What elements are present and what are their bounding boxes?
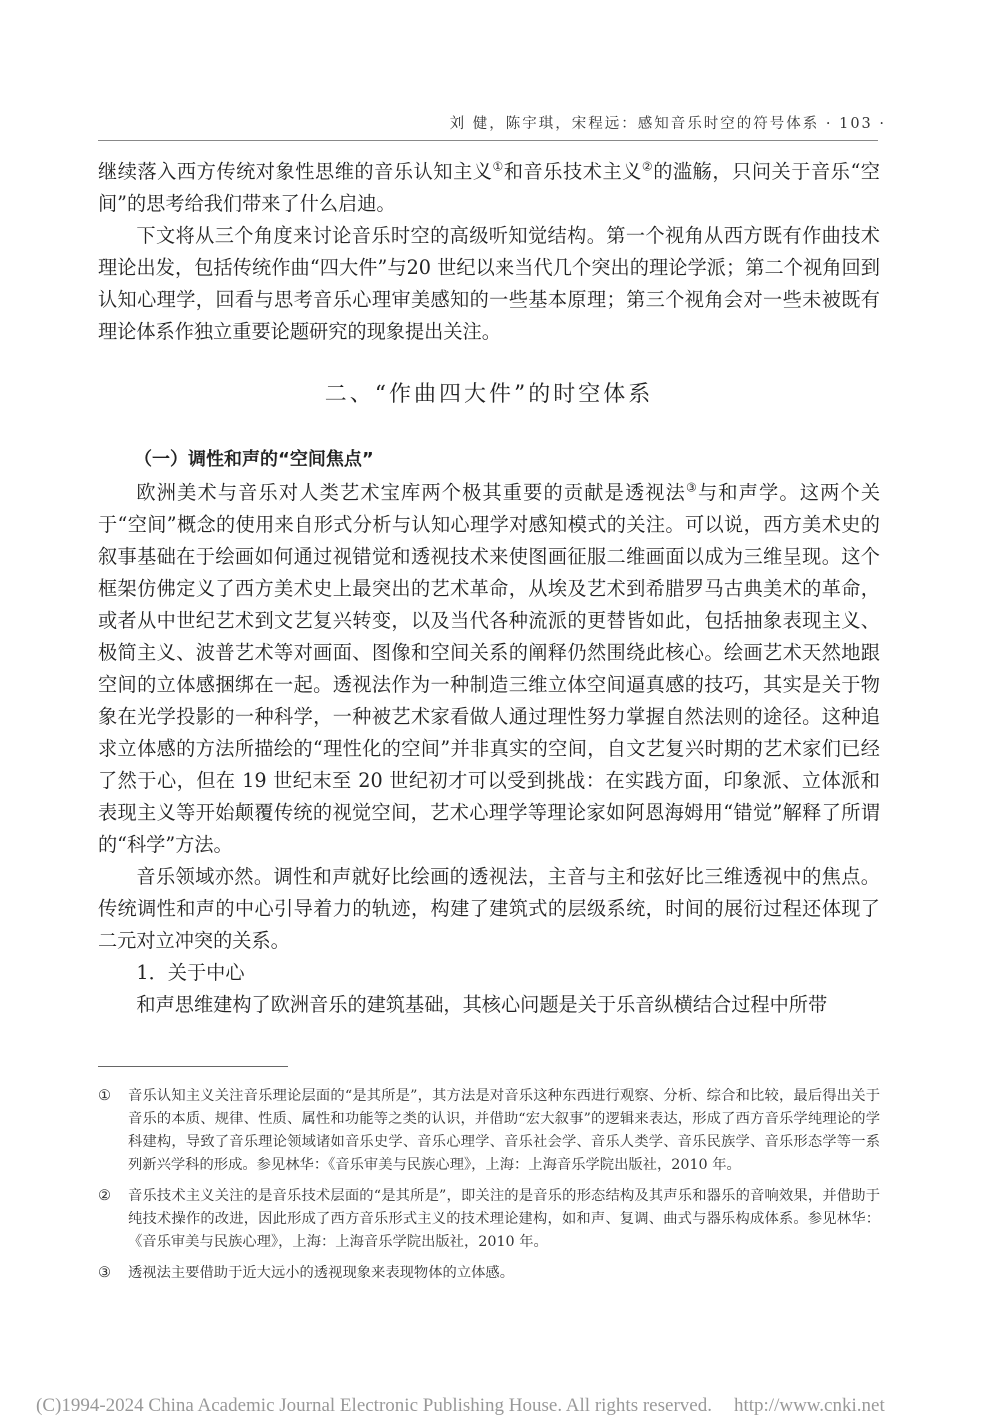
footnote-3 [98,1262,880,1285]
footnote-mark: ① [98,1088,111,1104]
section-title: 二、“作曲四大件”的时空体系 [324,382,654,407]
text-run: 欧洲美术与音乐对人类艺术宝库两个极其重要的贡献是透视法 [136,481,687,504]
text-run: 和音乐技术主义 [503,160,642,183]
running-head: 刘 健，陈宇琪，宋程远：感知音乐时空的符号体系 · 103 · [449,116,886,132]
body-paragraph-music: 音乐领域亦然。调性和声就好比绘画的透视法，主音与主和弦好比三维透视中的焦点。传统调性和声的中心引导着力的轨迹，构建了建筑式的层级系统，时间的展衍过程还体现了二元对立冲突的关系。 [98,865,880,952]
footnote-mark: ② [98,1188,111,1204]
footnote-1 [98,1085,880,1177]
footnote-text: 透视法主要借助于近大远小的透视现象来表现物体的立体感。 [128,1265,515,1281]
body-paragraph-harmony: 和声思维建构了欧洲音乐的建筑基础，其核心问题是关于乐音纵横结合过程中所带 [136,993,828,1016]
text-run: 的滥觞，只问关于音乐“空间”的思考给我们带来了什么启迪。 [98,160,880,215]
article-body [98,156,880,1021]
list-item-heading: 1．关于中心 [136,961,245,984]
footnote-text: 音乐认知主义关注音乐理论层面的“是其所是”，其方法是对音乐这种东西进行观察、分析、综合和比较，最后得出关于音乐的本质、规律、性质、属性和功能等之类的认识，并借助“宏大叙事”的逻辑来表达，形成了西方音乐学纯理论的学科建构，导致了音乐理论领域诸如音乐史学、音乐心理学、音乐社会学、音乐人类学、音乐民族学、音乐形态学等一系列新兴学科的形成。参见林华：《音乐审美与民族心理》，上海：上海音乐学院出版社，2010 年。 [128,1088,880,1173]
footnotes [98,1085,880,1293]
footnote-ref-1[interactable]: ① [492,159,504,174]
text-run: 与和声学。这两个关于“空间”概念的使用来自形式分析与认知心理学对感知模式的关注。可以说，西方美术史的叙事基础在于绘画如何通过视错觉和透视技术来使图画征服二维画面以成为三维呈现。这个框架仿佛定义了西方美术史上最突出的艺术革命，从埃及艺术到希腊罗马古典美术的革命，或者从中世纪艺术到文艺复兴转变，以及当代各种流派的更替皆如此，包括抽象表现主义、极简主义、波普艺术等对画面、图像和空间关系的阐释仍然围绕此核心。绘画艺术天然地跟空间的立体感捆绑在一起。透视法作为一种制造三维立体空间逼真感的技巧，其实是关于物象在光学投影的一种科学，一种被艺术家看做人通过理性努力掌握自然法则的途径。这种追求立体感的方法所描绘的“理性化的空间”并非真实的空间，自文艺复兴时期的艺术家们已经了然于心，但在 19 世纪末至 20 世纪初才可以受到挑战：在实践方面，印象派、立体派和表现主义等开始颠覆传统的视觉空间，艺术心理学等理论家如阿恩海姆用“错觉”解释了所谓的“科学”方法。 [98,481,881,856]
cnki-url[interactable]: http://www.cnki.net [733,1395,885,1416]
body-paragraph-perspective [98,477,880,861]
intro-paragraph-1 [98,156,880,220]
footnote-2 [98,1185,880,1254]
copyright-watermark [36,1395,966,1417]
footnote-ref-2[interactable]: ② [641,159,654,174]
text-run: 继续落入西方传统对象性思维的音乐认知主义 [98,160,493,183]
footnote-ref-3[interactable]: ③ [686,480,698,495]
footnote-rule [98,1066,288,1067]
subsection-title: （一）调性和声的“空间焦点” [134,449,374,470]
copyright-text: (C)1994-2024 China Academic Journal Electronic Publishing House. All rights reserved. [36,1395,712,1416]
header-rule [98,140,878,141]
footnote-mark: ③ [98,1265,111,1281]
intro-paragraph-2: 下文将从三个角度来讨论音乐时空的高级听知觉结构。第一个视角从西方既有作曲技术理论出发，包括传统作曲“四大件”与20 世纪以来当代几个突出的理论学派；第二个视角回到认知心理学，回看与思考音乐心理审美感知的一些基本原理；第三个视角会对一些未被既有理论体系作独立重要论题研究的现象提出关注。 [98,224,880,343]
footnote-text: 音乐技术主义关注的是音乐技术层面的“是其所是”，即关注的是音乐的形态结构及其声乐和器乐的音响效果，并借助于纯技术操作的改进，因此形成了西方音乐形式主义的技术理论建构，如和声、复调、曲式与器乐构成体系。参见林华：《音乐审美与民族心理》，上海：上海音乐学院出版社，2010 年。 [128,1188,880,1250]
